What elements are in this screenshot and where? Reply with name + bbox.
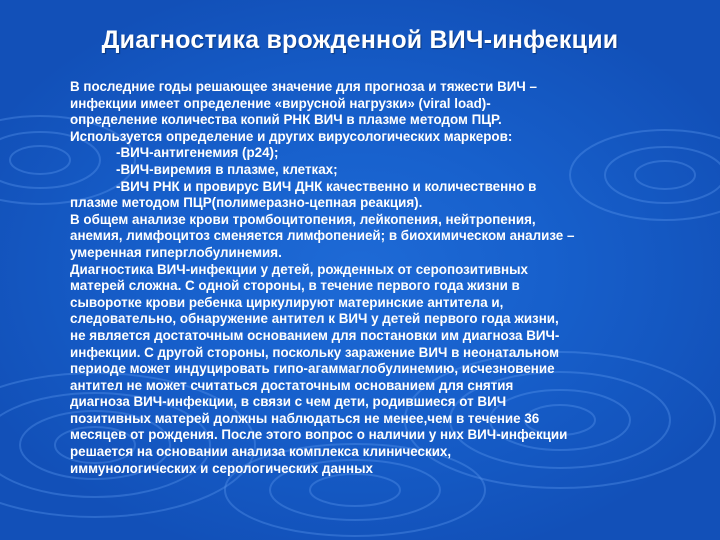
body-line: анемия, лимфоцитоз сменяется лимфопенией; в биохимическом анализе – (70, 228, 575, 244)
body-line: сыворотке крови ребенка циркулируют материнские антитела и, (70, 294, 504, 310)
body-line: позитивных матерей должны наблюдаться не менее,чем в течение 36 (70, 410, 540, 426)
body-line: инфекции. С другой стороны, поскольку заражение ВИЧ в неонатальном (70, 344, 560, 360)
body-line: инфекции имеет определение «вирусной нагрузки» (viral load)- (70, 95, 491, 111)
marker-list-item: -ВИЧ-антигенемия (р24); (116, 145, 279, 161)
body-line: иммунологических и серологических данных (70, 460, 373, 476)
body-line: матерей сложна. С одной стороны, в течение первого года жизни в (70, 278, 520, 294)
body-line: плазме методом ПЦР(полимеразно-цепная реакция). (70, 195, 423, 211)
marker-list-item: -ВИЧ РНК и провирус ВИЧ ДНК качественно и количественно в (116, 178, 537, 194)
body-line: Используется определение и других вирусологических маркеров: (70, 128, 513, 144)
body-line: месяцев от рождения. После этого вопрос о наличии у них ВИЧ-инфекции (70, 427, 568, 443)
slide-title: Диагностика врожденной ВИЧ-инфекции (101, 26, 619, 54)
body-line: Диагностика ВИЧ-инфекции у детей, рожденных от серопозитивных (70, 261, 528, 277)
body-line: В общем анализе крови тромбоцитопения, лейкопения, нейтропения, (70, 211, 536, 227)
body-line: следовательно, обнаружение антител к ВИЧ у детей первого года жизни, (70, 311, 559, 327)
body-line: антител не может считаться достаточным основанием для снятия (70, 377, 514, 393)
body-line: определение количества копий РНК ВИЧ в плазме методом ПЦР. (70, 112, 502, 128)
body-line: не является достаточным основанием для постановки им диагноза ВИЧ- (70, 327, 560, 343)
body-line: В последние годы решающее значение для прогноза и тяжести ВИЧ – (70, 79, 537, 94)
marker-list-item: -ВИЧ-виремия в плазме, клетках; (116, 161, 338, 177)
body-line: периоде может индуцировать гипо-агаммаглобулинемию, исчезновение (70, 361, 555, 377)
body-line: решается на основании анализа комплекса клинических, (70, 444, 452, 460)
body-line: диагноза ВИЧ-инфекции, в связи с чем дети, родившиеся от ВИЧ (70, 394, 507, 410)
body-line: умеренная гиперглобулинемия. (70, 244, 282, 260)
slide-body-text (70, 79, 670, 477)
